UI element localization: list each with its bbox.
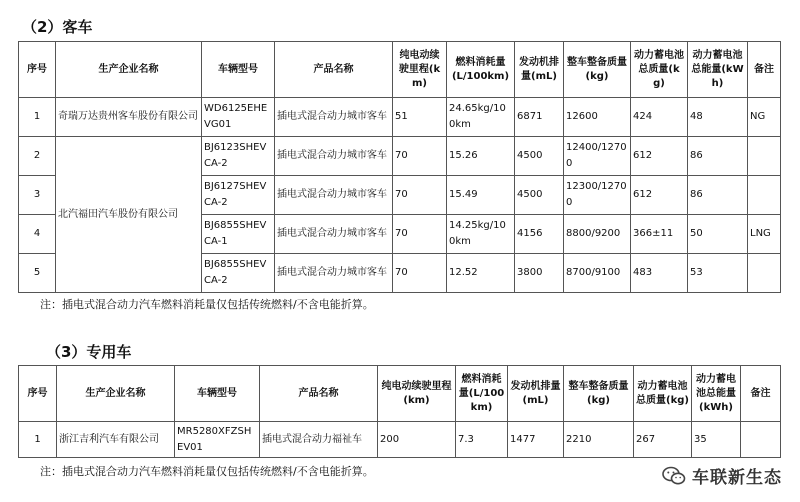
cell-range: 200	[378, 422, 456, 458]
cell-company-merged: 北汽福田汽车股份有限公司	[56, 137, 202, 293]
cell-battery-mass: 267	[634, 422, 692, 458]
header-range: 纯电动续驶里程(km)	[378, 366, 456, 422]
header-battery-mass: 动力蓄电池总质量(kg)	[634, 366, 692, 422]
cell-mass: 12400/12700	[564, 137, 631, 176]
cell-range: 70	[393, 137, 447, 176]
header-company: 生产企业名称	[57, 366, 175, 422]
cell-fuel: 15.49	[447, 176, 515, 215]
cell-mass: 8800/9200	[564, 215, 631, 254]
special-footnote: 注：插电式混合动力汽车燃料消耗量仅包括传统燃料/不含电能折算。	[40, 465, 374, 478]
table-row	[19, 137, 781, 176]
cell-battery-energy: 53	[688, 254, 748, 293]
cell-engine: 4500	[515, 176, 564, 215]
header-fuel: 燃料消耗量(L/100km)	[456, 366, 508, 422]
cell-note	[741, 422, 781, 458]
header-model: 车辆型号	[202, 42, 275, 98]
cell-no: 4	[19, 215, 56, 254]
cell-fuel: 14.25kg/100km	[447, 215, 515, 254]
cell-battery-energy: 86	[688, 137, 748, 176]
cell-company: 奇瑞万达贵州客车股份有限公司	[56, 98, 202, 137]
table-row	[19, 98, 781, 137]
cell-range: 70	[393, 176, 447, 215]
cell-range: 70	[393, 215, 447, 254]
bus-footnote: 注：插电式混合动力汽车燃料消耗量仅包括传统燃料/不含电能折算。	[40, 298, 374, 311]
watermark	[662, 463, 782, 488]
cell-battery-mass: 483	[631, 254, 688, 293]
header-engine: 发动机排量(mL)	[508, 366, 564, 422]
cell-mass: 12300/12700	[564, 176, 631, 215]
cell-note	[748, 254, 781, 293]
cell-model: WD6125EHEVG01	[202, 98, 275, 137]
cell-range: 51	[393, 98, 447, 137]
cell-product: 插电式混合动力福祉车	[260, 422, 378, 458]
header-model: 车辆型号	[175, 366, 260, 422]
cell-product: 插电式混合动力城市客车	[275, 176, 393, 215]
header-mass: 整车整备质量(kg)	[564, 42, 631, 98]
cell-product: 插电式混合动力城市客车	[275, 137, 393, 176]
cell-model: BJ6855SHEVCA-2	[202, 254, 275, 293]
cell-battery-energy: 86	[688, 176, 748, 215]
header-company: 生产企业名称	[56, 42, 202, 98]
table-header-row	[19, 366, 781, 422]
header-battery-energy: 动力蓄电池总能量(kWh)	[688, 42, 748, 98]
cell-battery-mass: 612	[631, 176, 688, 215]
cell-battery-mass: 424	[631, 98, 688, 137]
cell-fuel: 15.26	[447, 137, 515, 176]
cell-no: 5	[19, 254, 56, 293]
header-mass: 整车整备质量(kg)	[564, 366, 634, 422]
cell-no: 1	[19, 98, 56, 137]
header-no: 序号	[19, 366, 57, 422]
header-product: 产品名称	[275, 42, 393, 98]
watermark-text: 车联新生态	[692, 468, 782, 488]
cell-fuel: 7.3	[456, 422, 508, 458]
header-product: 产品名称	[260, 366, 378, 422]
cell-battery-mass: 366±11	[631, 215, 688, 254]
cell-product: 插电式混合动力城市客车	[275, 215, 393, 254]
cell-mass: 8700/9100	[564, 254, 631, 293]
cell-range: 70	[393, 254, 447, 293]
cell-engine: 4156	[515, 215, 564, 254]
cell-battery-energy: 35	[692, 422, 741, 458]
cell-engine: 6871	[515, 98, 564, 137]
cell-model: BJ6127SHEVCA-2	[202, 176, 275, 215]
section-title-special: （3）专用车	[46, 343, 132, 361]
table-header-row	[19, 42, 781, 98]
header-note: 备注	[748, 42, 781, 98]
bus-table	[18, 41, 781, 293]
cell-engine: 4500	[515, 137, 564, 176]
cell-note	[748, 137, 781, 176]
cell-company: 浙江吉利汽车有限公司	[57, 422, 175, 458]
cell-mass: 2210	[564, 422, 634, 458]
cell-fuel: 24.65kg/100km	[447, 98, 515, 137]
header-range: 纯电动续驶里程(km)	[393, 42, 447, 98]
wechat-icon	[662, 466, 686, 486]
cell-engine: 3800	[515, 254, 564, 293]
cell-note	[748, 176, 781, 215]
header-battery-mass: 动力蓄电池总质量(kg)	[631, 42, 688, 98]
cell-model: MR5280XFZSHEV01	[175, 422, 260, 458]
table-row	[19, 422, 781, 458]
header-fuel: 燃料消耗量(L/100km)	[447, 42, 515, 98]
cell-mass: 12600	[564, 98, 631, 137]
section-title-bus: （2）客车	[22, 18, 93, 36]
special-vehicle-table	[18, 365, 781, 458]
cell-battery-energy: 50	[688, 215, 748, 254]
cell-product: 插电式混合动力城市客车	[275, 98, 393, 137]
cell-engine: 1477	[508, 422, 564, 458]
cell-no: 1	[19, 422, 57, 458]
header-note: 备注	[741, 366, 781, 422]
cell-model: BJ6123SHEVCA-2	[202, 137, 275, 176]
cell-no: 2	[19, 137, 56, 176]
header-engine: 发动机排量(mL)	[515, 42, 564, 98]
cell-fuel: 12.52	[447, 254, 515, 293]
cell-no: 3	[19, 176, 56, 215]
cell-battery-energy: 48	[688, 98, 748, 137]
cell-model: BJ6855SHEVCA-1	[202, 215, 275, 254]
cell-note: LNG	[748, 215, 781, 254]
cell-note: NG	[748, 98, 781, 137]
header-battery-energy: 动力蓄电池总能量(kWh)	[692, 366, 741, 422]
cell-battery-mass: 612	[631, 137, 688, 176]
cell-product: 插电式混合动力城市客车	[275, 254, 393, 293]
header-no: 序号	[19, 42, 56, 98]
